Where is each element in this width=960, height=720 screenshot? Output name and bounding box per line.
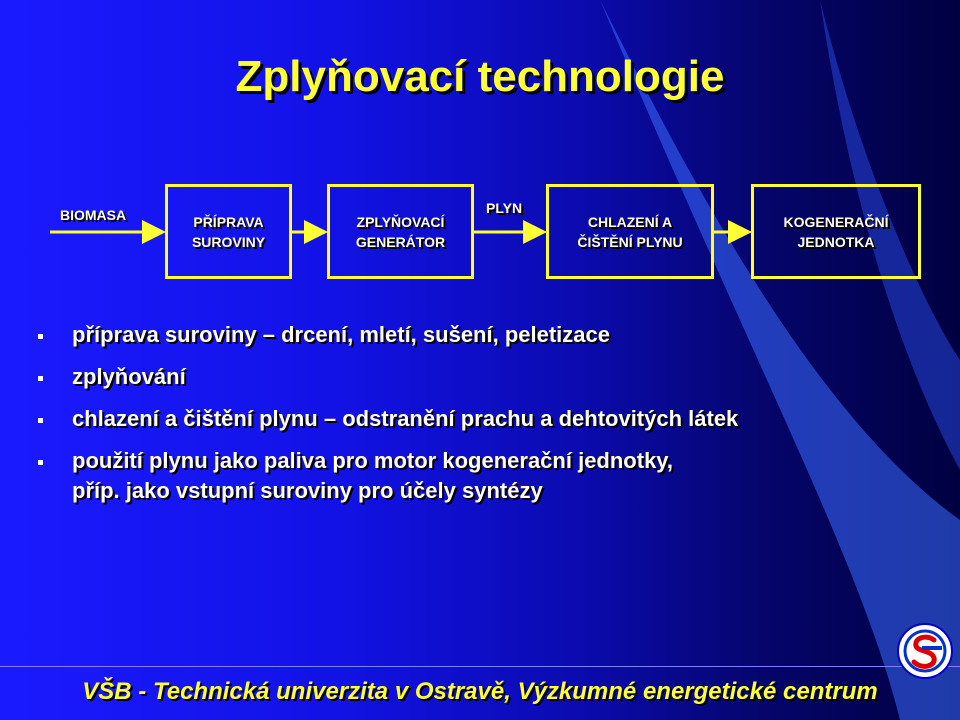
- bullet-text: příprava suroviny – drcení, mletí, sušení, peletizace: [72, 322, 610, 347]
- bullet-item: [32, 446, 932, 506]
- input-label-biomasa: BIOMASA: [60, 207, 127, 223]
- footer-text: VŠB - Technická univerzita v Ostravě, Výzkumné energetické centrum: [82, 678, 878, 705]
- slide-title: Zplyňovací technologie: [235, 52, 725, 101]
- box-kogeneracni-jednotka: KOGENERAČNÍ JEDNOTKA: [751, 184, 921, 279]
- gas-label-plyn: PLYN: [486, 200, 523, 216]
- bullet-item: [32, 404, 932, 434]
- box-zplynovaci-generator: ZPLYŇOVACÍ GENERÁTOR: [327, 184, 474, 279]
- bullet-icon: [38, 418, 43, 423]
- bullet-list: [32, 320, 932, 518]
- box-chlazeni-cisteni: CHLAZENÍ A ČIŠTĚNÍ PLYNU: [546, 184, 714, 279]
- bullet-text: chlazení a čištění plynu – odstranění prachu a dehtovitých látek: [72, 406, 739, 431]
- bullet-text: použití plynu jako paliva pro motor kogenerační jednotky, příp. jako vstupní suroviny pro účely syntézy: [72, 448, 674, 503]
- bullet-text: zplyňování: [72, 364, 186, 389]
- vsb-logo-icon: [896, 622, 954, 680]
- bullet-item: [32, 320, 932, 350]
- box-priprava-suroviny: PŘÍPRAVA SUROVINY: [165, 184, 292, 279]
- bullet-item: [32, 362, 932, 392]
- footer-divider: [0, 666, 960, 667]
- bullet-icon: [38, 334, 43, 339]
- bullet-icon: [38, 376, 43, 381]
- bullet-icon: [38, 460, 43, 465]
